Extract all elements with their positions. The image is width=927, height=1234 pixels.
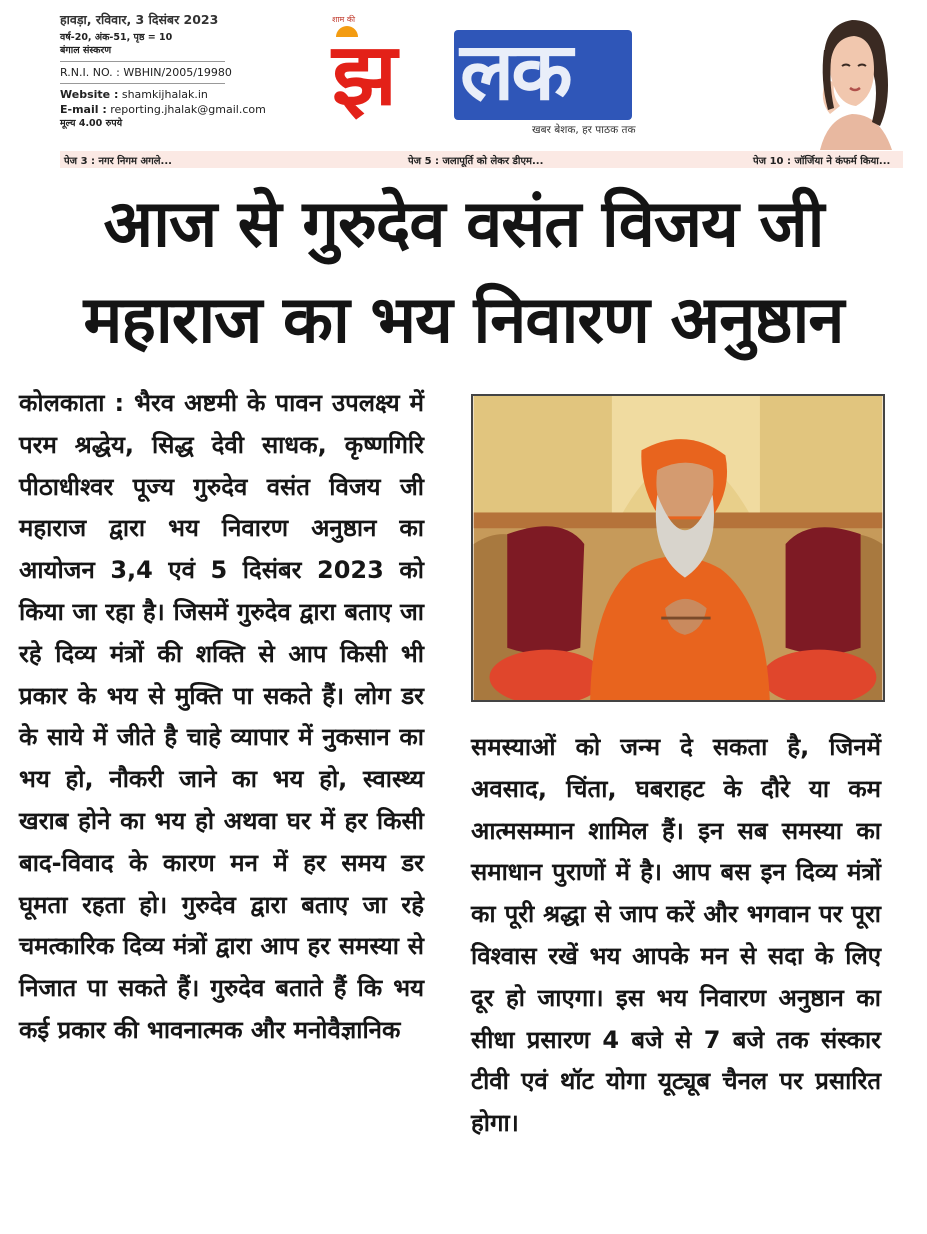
headline-line-1: आज से गुरुदेव वसंत विजय जी xyxy=(103,187,824,262)
teaser-strip xyxy=(60,151,903,168)
masthead-meta xyxy=(60,12,300,131)
logo-small-text: शाम की xyxy=(332,15,356,24)
guru-photo xyxy=(471,394,885,702)
logo-blue-letters: लक xyxy=(460,25,570,118)
article-text-left: भैरव अष्टमी के पावन उपलक्ष्य में परम श्रद्धेय, सिद्ध देवी साधक, कृष्णगिरि पीठाधीश्वर पूज्य गुरुदेव वसंत विजय जी महाराज द्वारा भय निवारण अनुष्ठान का आयोजन 3,4 एवं 5 दिसंबर 2023 को किया जा रहा है। जिसमें गुरुदेव द्वारा बताए जा रहे दिव्य मंत्रों की शक्ति से आप किसी भी प्रकार के भय से मुक्ति पा सकते हैं। लोग डर के साये में जीते है चाहे व्यापार में नुकसान का भय हो, नौकरी जाने का भय हो, स्वास्थ्य खराब होने का भय हो अथवा घर में हर किसी बाद-विवाद के कारण मन में हर समय डर घूमता रहता हो। गुरुदेव द्वारा बताए जा रहे चमत्कारिक दिव्य मंत्रों द्वारा आप हर समस्या से निजात पा सकते हैं। गुरुदेव बताते हैं कि भय कई प्रकार की भावनात्मक और मनोवैज्ञानिक xyxy=(19,389,425,1044)
email-link[interactable]: reporting.jhalak@gmail.com xyxy=(110,103,266,117)
issue-info: वर्ष-20, अंक-51, पृष्ठ = 10 xyxy=(60,31,173,43)
headline-line-2: महाराज का भय निवारण अनुष्ठान xyxy=(83,283,844,358)
article-city: कोलकाता : xyxy=(19,389,125,417)
website-link[interactable]: shamkijhalak.in xyxy=(121,88,208,102)
divider xyxy=(60,61,225,62)
headline xyxy=(0,177,927,369)
teaser-item[interactable]: पेज 5 : जलापूर्ति को लेकर डीएम... xyxy=(408,156,544,167)
teaser-item[interactable]: पेज 3 : नगर निगम अगले... xyxy=(64,156,172,167)
divider xyxy=(60,83,225,84)
email-line xyxy=(60,103,300,118)
website-line xyxy=(60,88,300,103)
logo-red-letter: झ xyxy=(332,25,394,125)
article-column-right xyxy=(471,727,881,1145)
dateline: हावड़ा, रविवार, 3 दिसंबर 2023 xyxy=(60,12,219,27)
logo-blue-block xyxy=(454,25,632,120)
edition-info: बंगाल संस्करण xyxy=(60,44,112,56)
model-portrait-image xyxy=(800,10,905,150)
tagline: खबर बेशक, हर पाठक तक xyxy=(532,124,636,136)
price: मूल्य 4.00 रुपये xyxy=(60,118,123,130)
teaser-item[interactable]: पेज 10 : जॉर्जिया ने कंफर्म किया... xyxy=(753,156,891,167)
article-column-left xyxy=(19,383,424,1052)
article-text-right: समस्याओं को जन्म दे सकता है, जिनमें अवसाद, चिंता, घबराहट के दौरे या कम आत्मसम्मान शामिल हैं। इन सब समस्या का समाधान पुराणों में है। आप बस इन दिव्य मंत्रों का पूरी श्रद्धा से जाप करें और भगवान पर पूरा विश्वास रखें भय आपके मन से सदा के लिए दूर हो जाएगा। इस भय निवारण अनुष्ठान का सीधा प्रसारण 4 बजे से 7 बजे तक संस्कार टीवी एवं थॉट योगा यूट्यूब चैनल पर प्रसारित होगा। xyxy=(471,733,881,1138)
masthead xyxy=(0,0,927,155)
rni-number: R.N.I. NO. : WBHIN/2005/19980 xyxy=(60,65,232,79)
website-label: Website : xyxy=(60,88,119,102)
email-label: E-mail : xyxy=(60,103,107,117)
